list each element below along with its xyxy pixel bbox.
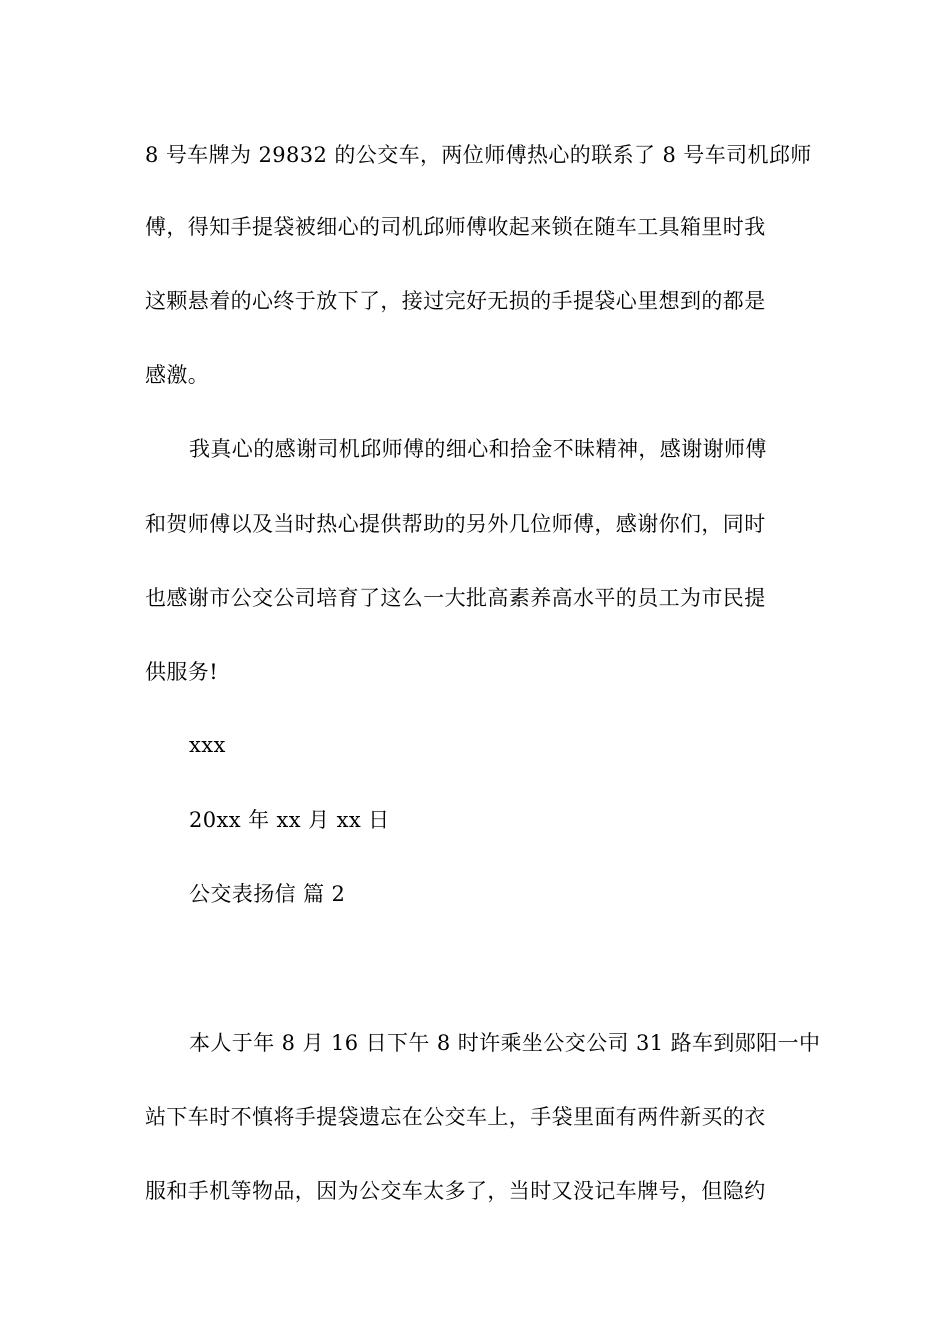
text-line: 供服务! — [145, 660, 219, 684]
text-line: 感激。 — [145, 363, 210, 387]
signature: xxx — [189, 733, 226, 757]
text-line: 8 号车牌为 29832 的公交车，两位师傅热心的联系了 8 号车司机邱师 — [145, 143, 812, 167]
text-line: 也感谢市公交公司培育了这么一大批高素养高水平的员工为市民提 — [145, 586, 766, 610]
text-line: 服和手机等物品，因为公交车太多了，当时又没记车牌号，但隐约 — [145, 1179, 766, 1203]
text-line: 本人于年 8 月 16 日下午 8 时许乘坐公交公司 31 路车到郧阳一中 — [189, 1031, 821, 1055]
section-heading: 公交表扬信 篇 2 — [189, 882, 346, 906]
text-line: 站下车时不慎将手提袋遗忘在公交车上，手袋里面有两件新买的衣 — [145, 1105, 766, 1129]
date-line: 20xx 年 xx 月 xx 日 — [189, 808, 390, 832]
text-line: 这颗悬着的心终于放下了，接过完好无损的手提袋心里想到的都是 — [145, 289, 766, 313]
text-line: 和贺师傅以及当时热心提供帮助的另外几位师傅，感谢你们，同时 — [145, 512, 766, 536]
text-line: 傅，得知手提袋被细心的司机邱师傅收起来锁在随车工具箱里时我 — [145, 215, 766, 239]
text-line: 我真心的感谢司机邱师傅的细心和拾金不昧精神，感谢谢师傅 — [189, 437, 767, 461]
